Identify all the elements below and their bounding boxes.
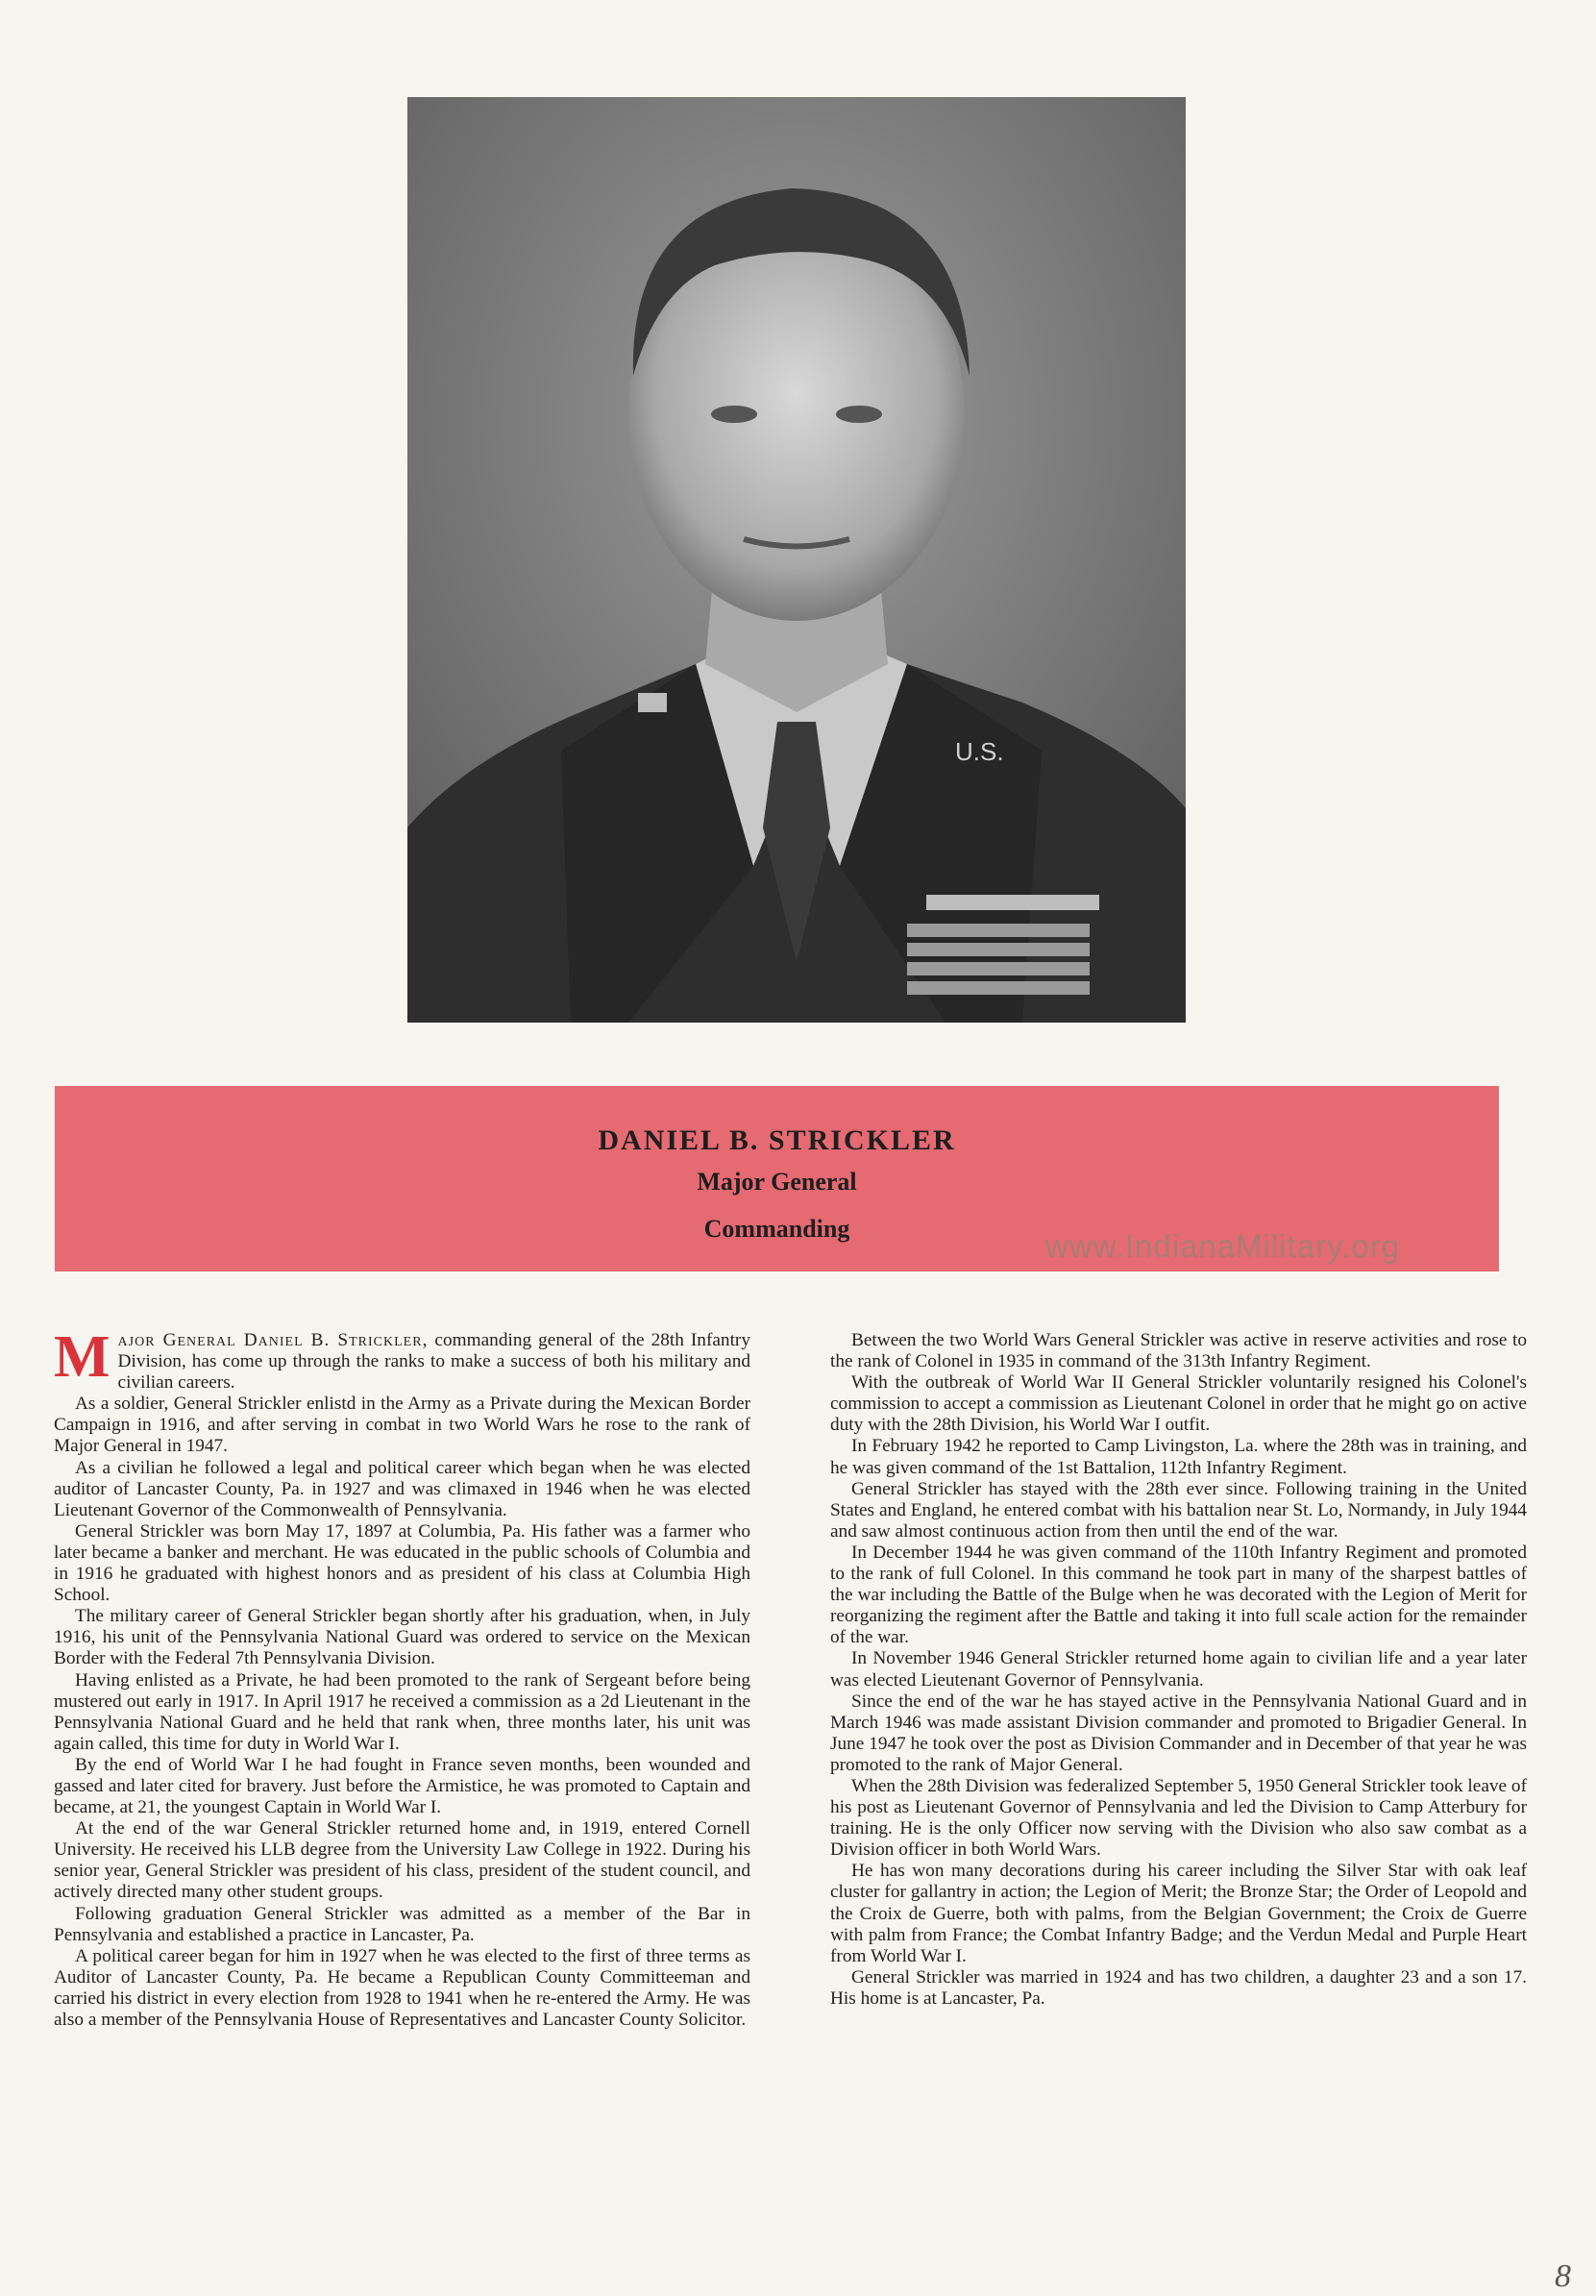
paragraph: General Strickler has stayed with the 28th ever since. Following training in the United States and England, he entered combat with his battalion near St. Lo, Normandy, in July 1944 and saw almost continuous action from then until the end of the war. — [830, 1478, 1527, 1542]
article-column-left — [54, 1324, 750, 2031]
paragraph: In November 1946 General Strickler returned home again to civilian life and a year later was elected Lieutenant Governor of Pennsylvania. — [830, 1648, 1527, 1691]
paragraph: In February 1942 he reported to Camp Livingston, La. where the 28th was in training, and he was given command of the 1st Battalion, 112th Infantry Regiment. — [830, 1436, 1527, 1478]
watermark: www.IndianaMilitary.org — [1045, 1228, 1401, 1264]
lead-text: commanding general of the 28th Infantry Division, has come up through the ranks to make a success of both his military and civilian careers. — [117, 1330, 750, 1394]
paragraph: General Strickler was born May 17, 1897 at Columbia, Pa. His father was a farmer who later became a banker and merchant. He was educated in the public schools of Columbia and in 1916 he graduated with highest honors and as president of his class at Columbia High School. — [54, 1520, 750, 1606]
paragraph: As a civilian he followed a legal and political career which began when he was elected auditor of Lancaster County, Pa. in 1927 and was climaxed in 1946 when he was elected Lieutenant Governor of the Commonwealth of Pennsylvania. — [54, 1457, 750, 1520]
paragraph: Since the end of the war he has stayed active in the Pennsylvania National Guard and in March 1946 was made assistant Division commander and promoted to Brigadier General. In June 1947 he took over the post as Division Commander and in December of that year he was promoted to the rank of Major General. — [830, 1691, 1527, 1775]
paragraph: As a soldier, General Strickler enlistd in the Army as a Private during the Mexican Border Campaign in 1916, and after serving in combat in two World Wars he rose to the rank of Major General in 1947. — [54, 1394, 750, 1457]
drop-cap: M — [54, 1324, 110, 1390]
paragraph: In December 1944 he was given command of the 110th Infantry Regiment and promoted to the rank of full Colonel. In this command he took part in many of the sharpest battles of the war including the Battle of the Bulge when he was decorated with the Legion of Merit for reorganizing the regiment after the Battle and taking it into full scale action for the remainder of the war. — [830, 1542, 1527, 1648]
paragraph: Following graduation General Strickler was admitted as a member of the Bar in Pennsylvania and established a practice in Lancaster, Pa. — [54, 1903, 750, 1945]
officer-role: Commanding — [703, 1215, 850, 1243]
paragraph: When the 28th Division was federalized September 5, 1950 General Strickler took leave of his post as Lieutenant Governor of Pennsylvania and led the Division to Camp Atterbury for training. He is the only Officer now serving with the Division who also saw combat as a Division officer in both World Wars. — [830, 1775, 1527, 1861]
paragraph: By the end of World War I he had fought in France seven months, been wounded and gassed and later cited for bravery. Just before the Armistice, he was promoted to Captain and became, at 21, the youngest Captain in World War I. — [54, 1754, 750, 1818]
portrait-image — [407, 97, 1186, 1023]
paragraph: The military career of General Strickler began shortly after his graduation, when, in July 1916, his unit of the Pennsylvania National Guard was ordered to service on the Mexican Border with the Federal 7th Pennsylvania Division. — [54, 1606, 750, 1669]
officer-name: DANIEL B. STRICKLER — [598, 1124, 956, 1156]
paragraph: Between the two World Wars General Strickler was active in reserve activities and rose to the rank of Colonel in 1935 in command of the 313th Infantry Regiment. — [830, 1330, 1527, 1372]
lead-smallcaps: ajor General Daniel B. Strickler, — [117, 1330, 429, 1350]
paragraph: General Strickler was married in 1924 and has two children, a daughter 23 and a son 17. His home is at Lancaster, Pa. — [830, 1966, 1527, 2009]
svg-text:U.S.: U.S. — [955, 737, 1004, 766]
paragraph: Having enlisted as a Private, he had been promoted to the rank of Sergeant before being mustered out early in 1917. In April 1917 he received a commission as a 2d Lieutenant in the Pennsylvania National Guard and he held that rank when, three months later, his unit was again called, this time for duty in World War I. — [54, 1669, 750, 1754]
paragraph: A political career began for him in 1927 when he was elected to the first of three terms as Auditor of Lancaster County, Pa. He became a Republican County Committeeman and carried his district in every election from 1928 to 1941 when he re-entered the Army. He was also a member of the Pennsylvania House of Representatives and Lancaster County Solicitor. — [54, 1945, 750, 2030]
paragraph: He has won many decorations during his career including the Silver Star with oak leaf cluster for gallantry in action; the Legion of Merit; the Bronze Star; the Order of Leopold and the Croix de Guerre, both with palms, from the Belgian Government; the Croix de Guerre with palm from France; the Combat Infantry Badge; and the Verdun Medal and Purple Heart from World War I. — [830, 1861, 1527, 1966]
portrait-photo — [407, 97, 1186, 1023]
officer-rank: Major General — [697, 1168, 857, 1196]
paragraph: At the end of the war General Strickler returned home and, in 1919, entered Cornell University. He received his LLB degree from the University Law College in 1922. During his senior year, General Strickler was president of his class, president of the student council, and actively directed many other student groups. — [54, 1818, 750, 1903]
article-column-right — [830, 1330, 1527, 2010]
page-number: 8 — [1555, 2259, 1571, 2294]
lead-paragraph — [54, 1324, 750, 1394]
paragraph: With the outbreak of World War II General Strickler voluntarily resigned his Colonel's commission to accept a commission as Lieutenant Colonel in order that he might go on active duty with the 28th Division, his World War I outfit. — [830, 1372, 1527, 1436]
